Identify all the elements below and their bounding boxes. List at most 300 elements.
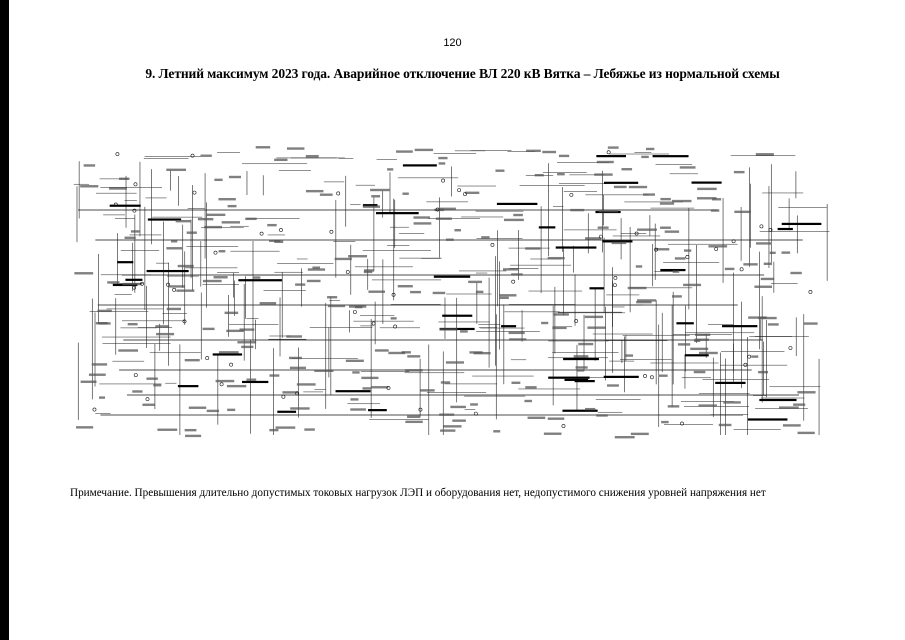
node-label [500,297,509,299]
node-label [142,404,154,406]
node-label [758,371,768,373]
node-label [240,328,255,330]
node-label [481,236,489,238]
equipment-symbol [346,270,349,273]
node-label [637,228,657,230]
node-label [387,168,393,170]
node-label [166,247,182,249]
equipment-symbol [562,424,565,427]
equipment-symbol [570,193,573,196]
busbar [434,276,470,278]
node-label [128,323,138,325]
node-label [304,428,314,430]
node-label [370,189,390,191]
node-label [660,198,670,200]
node-label [621,168,632,170]
node-label [695,334,710,336]
node-label [346,360,364,362]
equipment-symbol [760,225,763,228]
node-label [504,219,524,221]
node-label [585,408,595,410]
node-label [596,414,608,416]
node-label [465,192,479,194]
node-label [694,371,706,373]
node-label [350,398,358,400]
node-label [439,162,446,164]
node-label [597,161,614,163]
node-label [668,405,680,407]
equipment-symbol [614,276,617,279]
node-label [290,407,309,409]
node-label [287,147,304,149]
equipment-symbol [372,322,375,325]
node-label [764,263,772,265]
busbar [442,315,472,317]
equipment-symbol [330,230,333,233]
equipment-symbol [337,192,340,195]
node-label [92,363,107,365]
equipment-symbol [353,310,356,313]
node-label [446,361,464,363]
node-label [402,193,408,195]
node-label [751,355,758,357]
node-label [89,374,106,376]
busbar [653,155,689,157]
node-label [513,214,523,216]
node-label [297,383,316,385]
node-label [541,322,548,324]
node-label [361,377,378,379]
node-label [783,424,801,426]
node-label [697,197,716,199]
equipment-symbol [193,191,196,194]
node-label [699,352,718,354]
busbar [692,181,722,183]
busbar [501,325,516,327]
equipment-symbol [457,188,460,191]
node-label [631,433,649,435]
busbar [548,377,589,379]
node-label [782,251,791,253]
node-label [256,146,270,148]
node-label [460,330,468,332]
node-label [675,257,686,259]
node-label [779,406,799,408]
equipment-symbol [643,374,646,377]
node-label [684,249,691,251]
node-label [207,214,226,216]
node-label [241,346,253,348]
node-label [260,302,276,304]
node-label [307,280,321,282]
busbar [604,182,638,184]
node-label [267,224,276,226]
node-label [375,349,389,351]
node-label [641,156,649,158]
node-label [350,408,366,410]
node-label [803,322,817,324]
node-label [612,242,627,244]
node-label [146,377,157,379]
node-label [552,327,566,329]
busbar [556,246,597,248]
node-label [290,367,306,369]
busbar [575,380,595,382]
node-label [118,349,138,351]
node-label [229,176,241,178]
equipment-symbol [260,232,263,235]
node-label [81,381,97,383]
node-label [314,370,333,372]
busbar [715,382,745,384]
node-label [441,381,450,383]
equipment-symbol [134,374,137,377]
node-label [237,341,256,343]
node-label [440,328,458,330]
node-label [119,178,129,180]
node-label [525,386,536,388]
equipment-symbol [789,346,792,349]
node-label [99,396,105,398]
node-label [219,250,226,252]
node-label [798,432,815,434]
node-label [335,258,352,260]
node-label [363,205,380,207]
node-label [225,312,239,314]
node-label [414,222,432,224]
node-label [594,173,612,175]
node-label [511,273,523,275]
node-label [109,187,127,189]
busbar [604,376,639,378]
node-label [598,226,609,228]
node-label [185,435,201,437]
equipment-symbol [512,280,515,283]
node-label [526,150,541,152]
equipment-symbol [116,153,119,156]
node-label [348,255,367,257]
equipment-symbol [146,398,149,401]
node-label [440,429,455,431]
node-label [436,218,452,220]
equipment-symbol [715,247,718,250]
node-label [396,150,413,152]
node-label [646,148,654,150]
node-label [544,433,562,435]
node-label [570,209,584,211]
equipment-symbol [769,228,772,231]
equipment-symbol [613,283,616,286]
node-label [468,281,482,283]
node-label [76,426,93,428]
node-label [80,185,98,187]
busbar [778,228,793,230]
node-label [227,385,246,387]
busbar [685,354,709,356]
node-label [214,179,222,181]
node-label [793,403,805,405]
node-label [797,391,815,393]
node-label [661,421,668,423]
node-label [660,202,674,204]
node-label [107,281,119,283]
node-label [503,268,518,270]
node-label [446,239,454,241]
node-label [524,400,532,402]
node-label [306,155,319,157]
node-label [276,426,296,428]
equipment-symbol [686,255,689,258]
node-label [559,155,569,157]
busbar [178,385,199,387]
node-label [274,159,287,161]
node-label [198,218,213,220]
node-label [167,308,181,310]
node-label [636,301,651,303]
node-label [672,200,692,202]
node-label [203,280,222,282]
node-label [391,317,397,319]
busbar [117,261,133,263]
node-label [585,237,601,239]
node-label [153,384,161,386]
node-label [748,316,767,318]
node-label [443,425,461,427]
node-label [587,326,605,328]
busbar [722,325,757,327]
node-label [407,355,420,357]
node-label [535,174,544,176]
equipment-symbol [134,183,137,186]
busbar [147,270,189,272]
node-label [743,263,757,265]
node-label [227,409,235,411]
equipment-symbol [635,232,638,235]
node-label [364,271,373,273]
busbar [336,390,371,392]
scan-edge-bar [0,0,9,640]
node-label [438,157,447,159]
node-label [222,221,240,223]
node-label [557,173,565,175]
equipment-symbol [419,408,422,411]
equipment-symbol [650,376,653,379]
node-label [585,316,603,318]
busbar [242,381,268,383]
node-label [371,195,380,197]
node-label [312,266,320,268]
node-label [673,270,680,272]
node-label [636,265,642,267]
node-label [548,417,565,419]
busbar [676,322,693,324]
node-label [274,241,283,243]
node-label [286,335,302,337]
node-label [578,343,593,345]
node-label [74,272,93,274]
node-label [201,155,212,157]
node-label [628,287,647,289]
page-number: 120 [443,37,462,49]
power-grid-scheme-diagram [68,140,838,440]
node-label [84,164,95,166]
node-label [756,153,774,155]
node-label [125,237,136,239]
node-label [371,386,388,388]
node-label [672,295,682,297]
node-label [509,332,525,334]
equipment-symbol [744,363,747,366]
node-label [470,403,478,405]
node-label [454,229,461,231]
node-label [790,272,801,274]
node-label [327,296,337,298]
node-label [122,283,141,285]
node-label [452,419,466,421]
busbar [748,418,788,420]
node-label [169,285,184,287]
node-label [214,276,228,278]
node-label [216,380,235,382]
node-label [99,322,111,324]
node-label [157,429,177,431]
node-label [683,284,701,286]
node-label [690,348,708,350]
equipment-symbol [740,268,743,271]
node-label [723,401,740,403]
node-label [709,245,728,247]
node-label [607,384,619,386]
equipment-symbol [220,383,223,386]
busbar [596,155,626,157]
busbar [213,353,242,355]
equipment-symbol [93,408,96,411]
node-label [469,351,482,353]
node-label [405,369,422,371]
node-label [166,169,186,171]
equipment-symbol [279,228,282,231]
node-label [405,421,422,423]
equipment-symbol [607,151,610,154]
node-label [420,389,435,391]
busbar [539,226,556,228]
node-label [542,151,556,153]
node-label [352,371,359,373]
node-label [734,171,745,173]
node-label [694,340,700,342]
node-label [528,417,546,419]
node-label [660,227,671,229]
node-label [511,382,520,384]
node-label [734,211,751,213]
node-label [614,186,627,188]
equipment-symbol [133,209,136,212]
node-label [368,291,385,293]
equipment-symbol [166,283,169,286]
node-label [629,186,647,188]
node-label [253,276,260,278]
node-label [218,198,235,200]
equipment-symbol [229,363,232,366]
node-label [711,209,719,211]
node-label [187,231,197,233]
node-label [185,429,197,431]
busbar [125,279,142,281]
node-label [608,146,619,148]
node-label [599,210,618,212]
node-label [719,424,732,426]
node-label [548,257,565,259]
equipment-symbol [441,179,444,182]
node-label [410,291,421,293]
node-label [756,242,771,244]
busbar [368,409,387,411]
node-label [171,240,177,242]
node-label [228,205,237,207]
node-label [678,343,690,345]
page-title: 9. Летний максимум 2023 года. Аварийное отключение ВЛ 220 кВ Вятка – Лебяжье из нормальной схемы [145,66,780,81]
node-label [289,357,302,359]
node-label [680,166,696,168]
node-label [413,216,430,218]
node-label [754,286,772,288]
node-label [476,291,484,293]
node-label [398,285,413,287]
busbar [376,212,419,214]
node-label [554,313,569,315]
node-label [415,149,433,151]
node-label [574,355,589,357]
node-label [185,359,200,361]
node-label [269,374,279,376]
node-label [407,416,420,418]
page-note: Примечание. Превышения длительно допустимых токовых нагрузок ЛЭП и оборудования нет, недопустимого снижения уровней напряжения нет [70,487,766,499]
node-label [388,352,405,354]
node-label [97,310,111,312]
node-label [355,306,362,308]
busbar [759,399,796,401]
busbar [277,411,296,413]
node-label [269,429,278,431]
equipment-symbol [214,251,217,254]
node-label [189,407,206,409]
node-label [576,366,588,368]
node-label [204,226,222,228]
busbar [589,287,603,289]
node-label [306,190,323,192]
node-label [219,351,239,353]
equipment-symbol [173,288,176,291]
node-label [615,436,635,438]
node-label [761,278,774,280]
node-label [131,230,140,232]
node-label [625,354,633,356]
node-label [320,194,333,196]
node-label [770,252,776,254]
node-label [495,170,504,172]
node-label [643,193,655,195]
equipment-symbol [491,243,494,246]
node-label [362,387,371,389]
node-label [156,333,174,335]
node-label [768,323,779,325]
node-label [178,265,194,267]
node-label [132,390,142,392]
node-label [245,218,256,220]
equipment-symbol [809,290,812,293]
node-label [697,188,716,190]
busbar [497,203,537,205]
